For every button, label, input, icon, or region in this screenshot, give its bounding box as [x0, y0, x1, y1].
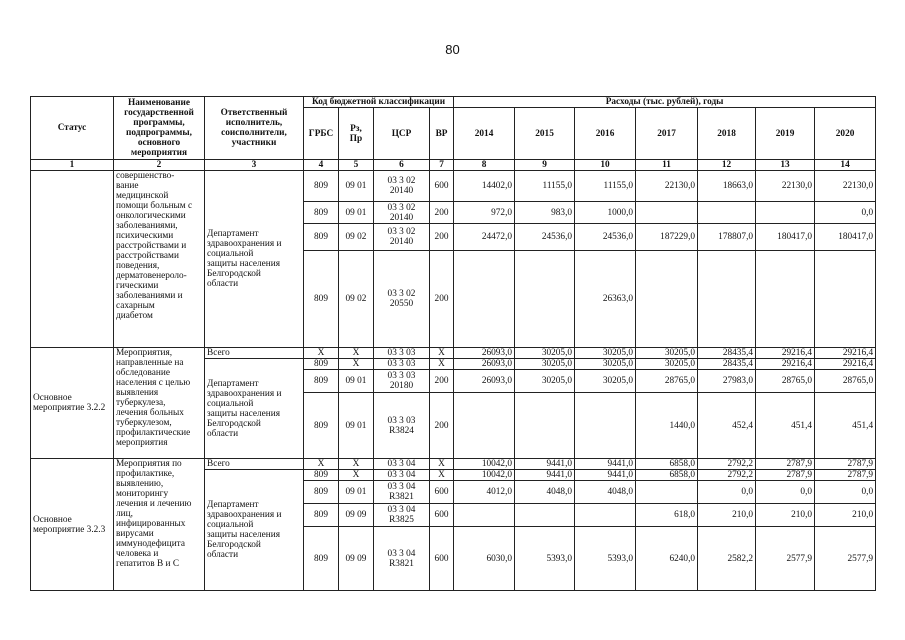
header-budget-code: Код бюджетной классификации	[304, 97, 454, 108]
amount-2020: 0,0	[815, 202, 876, 224]
csr-cell: 03 3 04 R3821	[374, 527, 430, 591]
amount-2019: 2787,9	[756, 470, 815, 481]
header-year: 2020	[815, 108, 876, 160]
vr-cell: X	[430, 470, 454, 481]
amount-2017	[636, 481, 698, 504]
amount-2017: 6858,0	[636, 459, 698, 470]
amount-2020: 180417,0	[815, 224, 876, 251]
table-header	[31, 97, 876, 171]
amount-2014: 10042,0	[454, 459, 515, 470]
amount-2014: 4012,0	[454, 481, 515, 504]
grbs-cell: 809	[304, 504, 339, 527]
rzpr-cell: 09 01	[339, 202, 374, 224]
amount-2018: 18663,0	[698, 171, 756, 202]
amount-2017	[636, 251, 698, 348]
page-number: 80	[445, 42, 460, 57]
amount-2020: 2787,9	[815, 470, 876, 481]
rzpr-cell: 09 02	[339, 224, 374, 251]
total-label-cell: Всего	[205, 348, 304, 359]
vr-cell: 600	[430, 527, 454, 591]
status-cell: Основное мероприятие 3.2.2	[31, 348, 114, 459]
header-csr: ЦСР	[374, 108, 430, 160]
rzpr-cell: X	[339, 348, 374, 359]
amount-2020: 22130,0	[815, 171, 876, 202]
column-number: 11	[636, 160, 698, 171]
amount-2019	[756, 202, 815, 224]
column-number: 7	[430, 160, 454, 171]
column-number: 3	[205, 160, 304, 171]
amount-2014: 24472,0	[454, 224, 515, 251]
amount-2016	[575, 504, 636, 527]
status-cell	[31, 171, 114, 348]
amount-2018: 178807,0	[698, 224, 756, 251]
vr-cell: X	[430, 348, 454, 359]
column-number: 14	[815, 160, 876, 171]
amount-2019	[756, 251, 815, 348]
vr-cell: 200	[430, 251, 454, 348]
amount-2019: 29216,4	[756, 359, 815, 370]
amount-2015: 4048,0	[515, 481, 575, 504]
grbs-cell: 809	[304, 393, 339, 459]
amount-2019: 451,4	[756, 393, 815, 459]
amount-2018: 2582,2	[698, 527, 756, 591]
header-name: Наименование государственной программы, подпрограммы, основного мероприятия	[114, 97, 205, 160]
total-label-cell: Всего	[205, 459, 304, 470]
header-expenses: Расходы (тыс. рублей), годы	[454, 97, 876, 108]
amount-2018: 28435,4	[698, 348, 756, 359]
csr-cell: 03 3 02 20140	[374, 224, 430, 251]
grbs-cell: 809	[304, 481, 339, 504]
grbs-cell: 809	[304, 370, 339, 393]
column-number: 13	[756, 160, 815, 171]
amount-2014	[454, 504, 515, 527]
amount-2014: 6030,0	[454, 527, 515, 591]
csr-cell: 03 3 02 20140	[374, 202, 430, 224]
vr-cell: 200	[430, 202, 454, 224]
column-number: 8	[454, 160, 515, 171]
amount-2016: 26363,0	[575, 251, 636, 348]
amount-2015: 11155,0	[515, 171, 575, 202]
amount-2014	[454, 393, 515, 459]
header-responsible: Ответственный исполнитель, соисполнители, участники	[205, 97, 304, 160]
amount-2015	[515, 504, 575, 527]
header-year: 2016	[575, 108, 636, 160]
grbs-cell: 809	[304, 224, 339, 251]
column-number: 9	[515, 160, 575, 171]
column-number: 6	[374, 160, 430, 171]
amount-2014: 26093,0	[454, 359, 515, 370]
csr-cell: 03 3 04 R3821	[374, 481, 430, 504]
table-row	[31, 171, 876, 202]
csr-cell: 03 3 02 20140	[374, 171, 430, 202]
csr-cell: 03 3 04	[374, 459, 430, 470]
vr-cell: 600	[430, 504, 454, 527]
amount-2016: 4048,0	[575, 481, 636, 504]
amount-2016: 30205,0	[575, 370, 636, 393]
amount-2014: 10042,0	[454, 470, 515, 481]
amount-2020: 2577,9	[815, 527, 876, 591]
amount-2015	[515, 251, 575, 348]
csr-cell: 03 3 03 R3824	[374, 393, 430, 459]
amount-2020: 210,0	[815, 504, 876, 527]
amount-2015: 30205,0	[515, 359, 575, 370]
rzpr-cell: X	[339, 359, 374, 370]
amount-2016: 9441,0	[575, 459, 636, 470]
column-number-row	[31, 160, 876, 171]
amount-2020: 28765,0	[815, 370, 876, 393]
amount-2017: 187229,0	[636, 224, 698, 251]
amount-2020: 451,4	[815, 393, 876, 459]
csr-cell: 03 3 02 20550	[374, 251, 430, 348]
amount-2015: 24536,0	[515, 224, 575, 251]
table-body	[31, 171, 876, 591]
amount-2014: 972,0	[454, 202, 515, 224]
amount-2017: 6858,0	[636, 470, 698, 481]
executor-cell: Департамент здравоохранения и социальной защиты населения Белгородской области	[205, 470, 304, 591]
grbs-cell: 809	[304, 359, 339, 370]
csr-cell: 03 3 04 R3825	[374, 504, 430, 527]
header-grbs: ГРБС	[304, 108, 339, 160]
amount-2017: 30205,0	[636, 348, 698, 359]
rzpr-cell: 09 01	[339, 481, 374, 504]
vr-cell: X	[430, 359, 454, 370]
csr-cell: 03 3 04	[374, 470, 430, 481]
amount-2014: 26093,0	[454, 370, 515, 393]
grbs-cell: 809	[304, 171, 339, 202]
rzpr-cell: X	[339, 470, 374, 481]
amount-2018: 2792,2	[698, 459, 756, 470]
amount-2016: 1000,0	[575, 202, 636, 224]
amount-2015: 30205,0	[515, 348, 575, 359]
vr-cell: 200	[430, 393, 454, 459]
program-name-cell: Мероприятия по профилактике, выявлению, мониторингу лечения и лечению лиц, инфицированных вирусами иммунодефицита человека и гепатитов В и С	[114, 459, 205, 591]
amount-2018: 0,0	[698, 481, 756, 504]
vr-cell: 600	[430, 171, 454, 202]
amount-2018: 210,0	[698, 504, 756, 527]
amount-2015: 9441,0	[515, 470, 575, 481]
amount-2016: 24536,0	[575, 224, 636, 251]
header-year: 2018	[698, 108, 756, 160]
vr-cell: 200	[430, 224, 454, 251]
amount-2016	[575, 393, 636, 459]
rzpr-cell: X	[339, 459, 374, 470]
grbs-cell: X	[304, 348, 339, 359]
amount-2014: 26093,0	[454, 348, 515, 359]
amount-2014: 14402,0	[454, 171, 515, 202]
amount-2019: 210,0	[756, 504, 815, 527]
amount-2017: 618,0	[636, 504, 698, 527]
amount-2019: 22130,0	[756, 171, 815, 202]
amount-2015	[515, 393, 575, 459]
vr-cell: 200	[430, 370, 454, 393]
amount-2019: 28765,0	[756, 370, 815, 393]
amount-2020: 2787,9	[815, 459, 876, 470]
amount-2017: 28765,0	[636, 370, 698, 393]
amount-2018: 452,4	[698, 393, 756, 459]
status-cell: Основное мероприятие 3.2.3	[31, 459, 114, 591]
executor-cell: Департамент здравоохранения и социальной защиты населения Белгородской области	[205, 359, 304, 459]
amount-2017	[636, 202, 698, 224]
rzpr-cell: 09 02	[339, 251, 374, 348]
amount-2018	[698, 251, 756, 348]
amount-2015: 30205,0	[515, 370, 575, 393]
rzpr-cell: 09 01	[339, 370, 374, 393]
rzpr-cell: 09 09	[339, 527, 374, 591]
header-year: 2014	[454, 108, 515, 160]
amount-2016: 5393,0	[575, 527, 636, 591]
amount-2016: 30205,0	[575, 348, 636, 359]
amount-2015: 5393,0	[515, 527, 575, 591]
table-row	[31, 459, 876, 470]
program-name-cell: Мероприятия, направленные на обследование населения с целью выявления туберкулеза, лечения больных туберкулезом, профилактические мероприятия	[114, 348, 205, 459]
column-number: 1	[31, 160, 114, 171]
header-year: 2019	[756, 108, 815, 160]
column-number: 10	[575, 160, 636, 171]
table-row	[31, 348, 876, 359]
amount-2018	[698, 202, 756, 224]
grbs-cell: X	[304, 459, 339, 470]
header-vr: ВР	[430, 108, 454, 160]
amount-2016: 9441,0	[575, 470, 636, 481]
csr-cell: 03 3 03	[374, 359, 430, 370]
rzpr-cell: 09 01	[339, 171, 374, 202]
column-number: 4	[304, 160, 339, 171]
header-year: 2015	[515, 108, 575, 160]
vr-cell: 600	[430, 481, 454, 504]
grbs-cell: 809	[304, 251, 339, 348]
amount-2017: 22130,0	[636, 171, 698, 202]
amount-2015: 9441,0	[515, 459, 575, 470]
amount-2015: 983,0	[515, 202, 575, 224]
header-rzpr: Рз, Пр	[339, 108, 374, 160]
rzpr-cell: 09 01	[339, 393, 374, 459]
amount-2018: 28435,4	[698, 359, 756, 370]
amount-2019: 180417,0	[756, 224, 815, 251]
budget-table	[30, 96, 876, 591]
grbs-cell: 809	[304, 470, 339, 481]
amount-2019: 2577,9	[756, 527, 815, 591]
amount-2020: 29216,4	[815, 348, 876, 359]
header-year: 2017	[636, 108, 698, 160]
amount-2016: 30205,0	[575, 359, 636, 370]
amount-2016: 11155,0	[575, 171, 636, 202]
grbs-cell: 809	[304, 202, 339, 224]
rzpr-cell: 09 09	[339, 504, 374, 527]
grbs-cell: 809	[304, 527, 339, 591]
amount-2017: 6240,0	[636, 527, 698, 591]
amount-2018: 2792,2	[698, 470, 756, 481]
column-number: 2	[114, 160, 205, 171]
column-number: 5	[339, 160, 374, 171]
executor-cell: Департамент здравоохранения и социальной защиты населения Белгородской области	[205, 171, 304, 348]
amount-2018: 27983,0	[698, 370, 756, 393]
amount-2019: 0,0	[756, 481, 815, 504]
amount-2019: 2787,9	[756, 459, 815, 470]
program-name-cell: совершенство- вание медицинской помощи больным с онкологическими заболеваниями, психическими расстройствами и расстройствами поведения, дерматовенероло- гическими заболеваниями и сахарным диабетом	[114, 171, 205, 348]
amount-2017: 30205,0	[636, 359, 698, 370]
amount-2020: 29216,4	[815, 359, 876, 370]
column-number: 12	[698, 160, 756, 171]
csr-cell: 03 3 03	[374, 348, 430, 359]
header-status: Статус	[31, 97, 114, 160]
csr-cell: 03 3 03 20180	[374, 370, 430, 393]
amount-2019: 29216,4	[756, 348, 815, 359]
amount-2014	[454, 251, 515, 348]
amount-2020	[815, 251, 876, 348]
amount-2020: 0,0	[815, 481, 876, 504]
amount-2017: 1440,0	[636, 393, 698, 459]
vr-cell: X	[430, 459, 454, 470]
